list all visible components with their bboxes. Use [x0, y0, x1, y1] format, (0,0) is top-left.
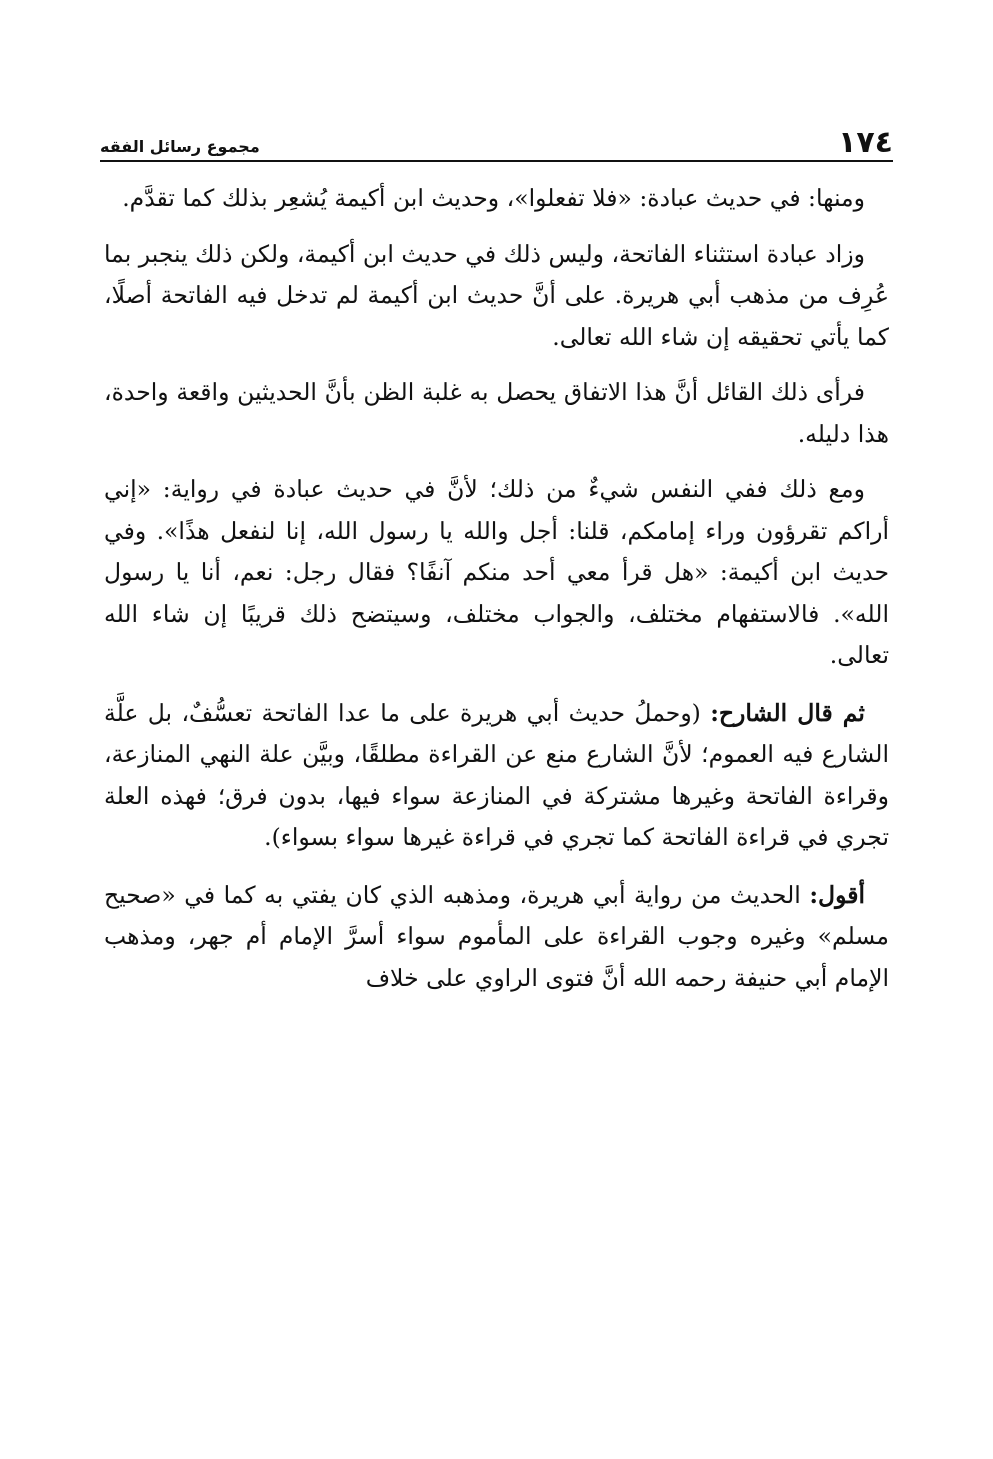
page-header: [100, 124, 893, 158]
paragraph: [104, 178, 889, 220]
paragraph: [104, 372, 889, 455]
body-text: [104, 178, 889, 1015]
paragraph-text: الحديث من رواية أبي هريرة، ومذهبه الذي كان يفتي به كما في «صحيح مسلم» وغيره وجوب القراءة على المأموم سواء أسرَّ الإمام أم جهر، ومذهب الإمام أبي حنيفة رحمه الله أنَّ فتوى الراوي على خلاف: [104, 880, 889, 992]
running-title: مجموع رسائل الفقه: [100, 137, 260, 156]
paragraph: [104, 469, 889, 677]
paragraph-lead: أقول:: [809, 880, 865, 909]
paragraph-text: ومع ذلك ففي النفس شيءٌ من ذلك؛ لأنَّ في حديث عبادة في رواية: «إني أراكم تقرؤون وراء إمامكم، قلنا: أجل والله يا رسول الله، إنا لنفعل هذًا». وفي حديث ابن أكيمة: «هل قرأ معي أحد منكم آنفًا؟ فقال رجل: نعم، أنا يا رسول الله». فالاستفهام مختلف، والجواب مختلف، وسيتضح ذلك قريبًا إن شاء الله تعالى.: [104, 475, 889, 669]
paragraph-lead: ثم قال الشارح:: [710, 698, 865, 727]
paragraph-text: (وحملُ حديث أبي هريرة على ما عدا الفاتحة تعسُّفٌ، بل علَّة الشارع فيه العموم؛ لأنَّ الشارع منع عن القراءة مطلقًا، وبيَّن علة النهي المنازعة، وقراءة الفاتحة وغيرها مشتركة في المنازعة سواء فيها، بدون فرق؛ فهذه العلة تجري في قراءة الفاتحة كما تجري في قراءة غيرها سواء بسواء).: [104, 698, 889, 851]
paragraph: [104, 875, 889, 1000]
header-rule: [100, 160, 893, 162]
paragraph: [104, 693, 889, 859]
paragraph: [104, 234, 889, 359]
paragraph-text: فرأى ذلك القائل أنَّ هذا الاتفاق يحصل به غلبة الظن بأنَّ الحديثين واقعة واحدة، هذا دليله.: [104, 378, 889, 448]
page-number: ١٧٤: [838, 125, 893, 160]
paragraph-text: وزاد عبادة استثناء الفاتحة، وليس ذلك في حديث ابن أكيمة، ولكن ذلك ينجبر بما عُرِف من مذهب أبي هريرة. على أنَّ حديث ابن أكيمة لم تدخل فيه الفاتحة أصلًا، كما يأتي تحقيقه إن شاء الله تعالى.: [104, 239, 889, 351]
paragraph-text: ومنها: في حديث عبادة: «فلا تفعلوا»، وحديث ابن أكيمة يُشعِر بذلك كما تقدَّم.: [122, 184, 865, 212]
